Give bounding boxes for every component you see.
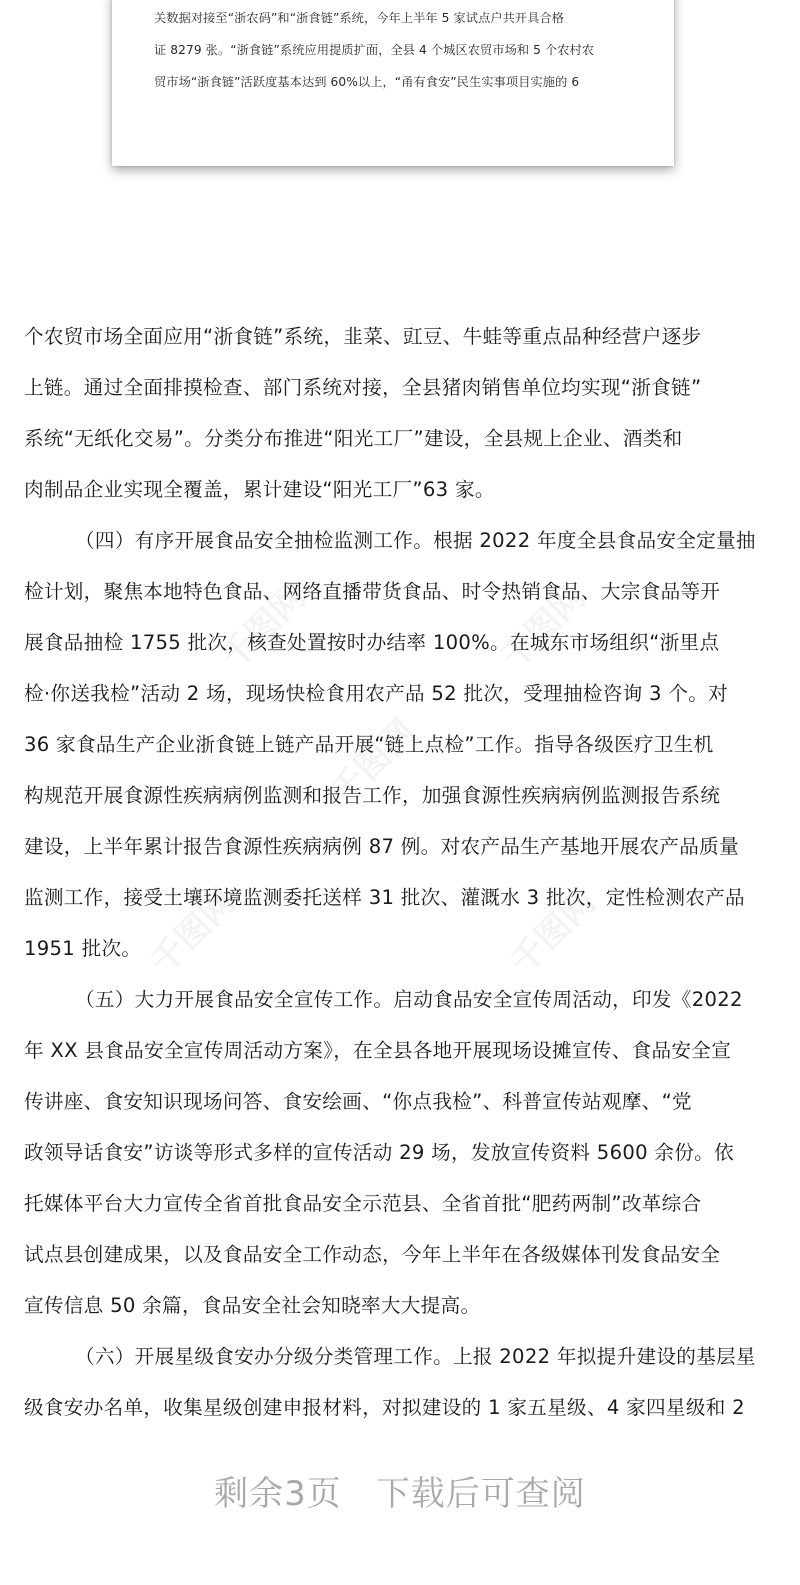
paragraph-line: 级食安办名单，收集星级创建申报材料，对拟建设的 1 家五星级、4 家四星级和 2 xyxy=(24,1396,745,1419)
paragraph-line: 构规范开展食源性疾病病例监测和报告工作，加强食源性疾病病例监测报告系统 xyxy=(24,784,721,807)
section-heading-line: （五）大力开展食品安全宣传工作。启动食品安全宣传周活动，印发《2022 xyxy=(75,988,743,1011)
paragraph-line: 建设，上半年累计报告食源性疾病病例 87 例。对农产品生产基地开展农产品质量 xyxy=(24,835,739,858)
paragraph-line: 监测工作，接受土壤环境监测委托送样 31 批次、灌溉水 3 批次，定性检测农产品 xyxy=(24,886,745,909)
paragraph-line: 宣传信息 50 余篇，食品安全社会知晓率大大提高。 xyxy=(24,1294,481,1317)
paragraph-line: 展食品抽检 1755 批次，核查处置按时办结率 100%。在城东市场组织“浙里点 xyxy=(24,631,720,654)
paragraph-line: 试点县创建成果，以及食品安全工作动态，今年上半年在各级媒体刊发食品安全 xyxy=(24,1243,721,1266)
watermark: 千图网 xyxy=(493,576,594,678)
download-prompt[interactable] xyxy=(214,1466,586,1515)
paragraph-line: 托媒体平台大力宣传全省首批食品安全示范县、全省首批“肥药两制”改革综合 xyxy=(24,1192,702,1215)
paragraph-line: 36 家食品生产企业浙食链上链产品开展“链上点检”工作。指导各级医疗卫生机 xyxy=(24,733,714,756)
preview-line: 关数据对接至“浙农码”和“浙食链”系统，今年上半年 5 家试点户共开具合格 xyxy=(154,11,565,25)
paragraph-line: 1951 批次。 xyxy=(24,937,142,960)
remaining-pages-label: 剩余3页 xyxy=(214,1473,342,1514)
paragraph-line: 检计划，聚焦本地特色食品、网络直播带货食品、时令热销食品、大宗食品等开 xyxy=(24,580,721,603)
section-heading-line: （六）开展星级食安办分级分类管理工作。上报 2022 年拟提升建设的基层星 xyxy=(75,1345,756,1368)
paragraph-line: 个农贸市场全面应用“浙食链”系统，韭菜、豇豆、牛蛙等重点品种经营户逐步 xyxy=(24,325,702,348)
download-banner[interactable] xyxy=(0,1440,800,1540)
paragraph-line: 系统“无纸化交易”。分类分布推进“阳光工厂”建设，全县规上企业、酒类和 xyxy=(24,427,683,450)
watermark: 千图网 xyxy=(503,881,604,983)
download-to-view-label: 下载后可查阅 xyxy=(375,1473,586,1514)
section-heading-line: （四）有序开展食品安全抽检监测工作。根据 2022 年度全县食品安全定量抽 xyxy=(75,529,756,552)
watermark: 千图网 xyxy=(213,576,314,678)
page-preview-card xyxy=(112,0,674,166)
paragraph-line: 政领导话食安”访谈等形式多样的宣传活动 29 场，发放宣传资料 5600 余份。依 xyxy=(24,1141,734,1164)
watermark: 千图网 xyxy=(323,711,424,813)
paragraph-line: 年 XX 县食品安全宣传周活动方案》，在全县各地开展现场设摊宣传、食品安全宣 xyxy=(24,1039,732,1062)
paragraph-line: 传讲座、食安知识现场问答、食安绘画、“你点我检”、科普宣传站观摩、“党 xyxy=(24,1090,692,1113)
paragraph-line: 检·你送我检”活动 2 场，现场快检食用农产品 52 批次，受理抽检咨询 3 个。对 xyxy=(24,682,729,705)
preview-line: 贸市场“浙食链”活跃度基本达到 60%以上，“甬有食安”民生实事项目实施的 6 xyxy=(154,75,580,89)
paragraph-line: 上链。通过全面排摸检查、部门系统对接，全县猪肉销售单位均实现“浙食链” xyxy=(24,376,702,399)
watermark: 千图网 xyxy=(143,881,244,983)
paragraph-line: 肉制品企业实现全覆盖，累计建设“阳光工厂”63 家。 xyxy=(24,478,495,501)
preview-line: 证 8279 张。“浙食链”系统应用提质扩面，全县 4 个城区农贸市场和 5 个农村农 xyxy=(154,43,595,57)
